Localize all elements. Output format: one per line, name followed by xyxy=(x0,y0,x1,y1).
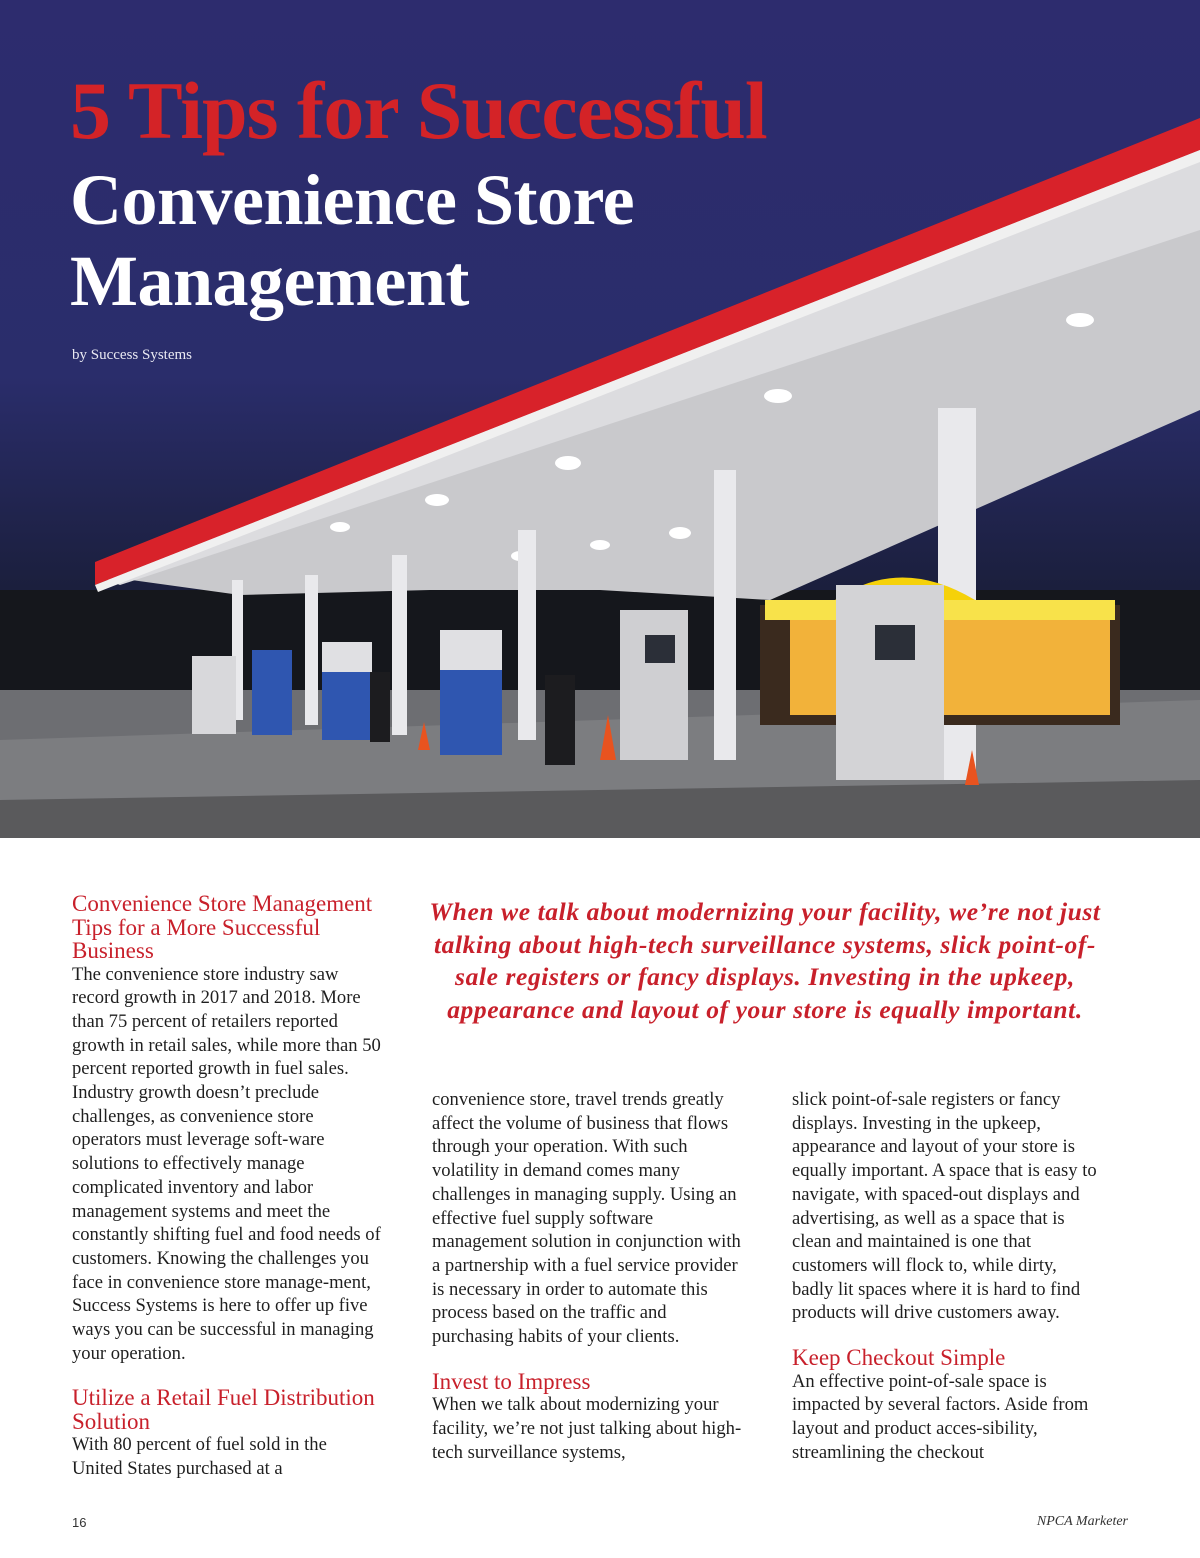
paragraph-upkeep: slick point-of-sale registers or fancy displays. Investing in the upkeep, appearance and layout of your store is equally important. A space that is easy to navigate, with spaced-out displays and advertising, as well as a space that is clean and maintained is one that customers will flock to, while dirty, badly lit spaces where it is hard to find products will drive customers away. xyxy=(792,1089,1097,1324)
section-heading-checkout: Keep Checkout Simple xyxy=(792,1345,1006,1371)
magazine-name: NPCA Marketer xyxy=(1036,1514,1128,1529)
section-heading-invest: Invest to Impress xyxy=(432,1368,591,1394)
section-heading-tips: Convenience Store Management Tips for a More Successful Business xyxy=(72,891,373,963)
paragraph-retail-fuel: With 80 percent of fuel sold in the United States purchased at a xyxy=(72,1434,327,1480)
column-3 xyxy=(792,1088,1102,1464)
headline-line-1: 5 Tips for Successful xyxy=(70,65,767,156)
page-number: 16 xyxy=(72,1515,87,1530)
paragraph-invest: When we talk about modernizing your facility, we’re not just talking about high-tech surveillance systems, xyxy=(432,1394,742,1463)
byline: by Success Systems xyxy=(72,347,192,363)
paragraph-intro: The convenience store industry saw record growth in 2017 and 2018. More than 75 percent of retailers reported growth in retail sales, while more than 50 percent reported growth in fuel sales. Industry growth doesn’t preclude challenges, as convenience store operators must leverage soft-ware solutions to effectively manage complicated inventory and labor management systems and meet the constantly shifting fuel and food needs of customers. Knowing the challenges you face in convenience store manage-ment, Success Systems is here to offer up five ways you can be successful in managing your operation. xyxy=(72,963,381,1364)
paragraph-checkout: An effective point-of-sale space is impacted by several factors. Aside from layout and product acces-sibility, streamlining the checkout xyxy=(792,1370,1089,1463)
paragraph-fuel-supply: convenience store, travel trends greatly affect the volume of business that flows through your operation. With such volatility in demand comes many challenges in managing supply. Using an effective fuel supply software management solution in conjunction with a partnership with a fuel service provider is necessary in order to automate this process based on the traffic and purchasing habits of your clients. xyxy=(432,1089,741,1348)
column-2 xyxy=(432,1088,742,1464)
column-1 xyxy=(72,892,382,1481)
headline-line-2: Convenience Store Management xyxy=(70,160,635,321)
pull-quote: When we talk about modernizing your facility, we’re not just talking about high-tech surveillance systems, slick point-of-sale registers or fancy displays. Investing in the upkeep, appearance and layout of your store is equally important. xyxy=(429,897,1101,1024)
section-heading-retail-fuel: Utilize a Retail Fuel Distribution Solution xyxy=(72,1385,375,1434)
